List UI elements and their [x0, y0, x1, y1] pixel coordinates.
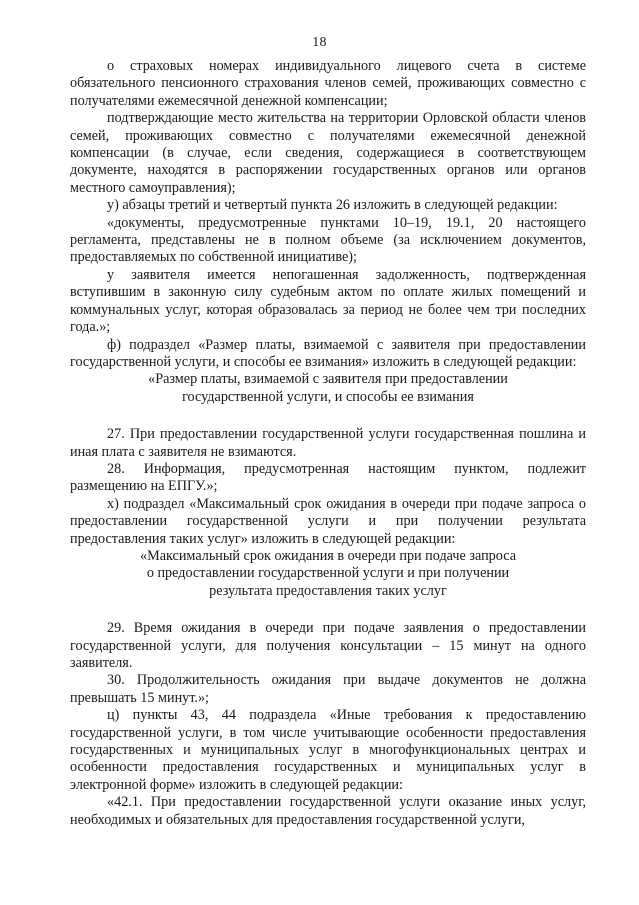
subsection-heading-queue-line-2: о предоставлении государственной услуги и при получении	[146, 565, 510, 582]
subsection-heading-queue-line-3: результата предоставления таких услуг	[209, 582, 447, 599]
spacer	[70, 600, 586, 620]
paragraph-item-f: ф) подраздел «Размер платы, взимаемой с заявителя при предоставлении государственной услуги, и способы ее взимания» изложить в следующей редакции:	[70, 336, 586, 370]
document-body	[70, 58, 586, 829]
paragraph-point-30: 30. Продолжительность ожидания при выдаче документов не должна превышать 15 минут.»;	[70, 672, 586, 706]
paragraph-item-ts: ц) пункты 43, 44 подраздела «Иные требования к предоставлению государственной услуги, в том числе учитывающие особенности предоставления государственных и муниципальных услуг в многофункциональных центрах и особенности предоставления государственных и муниципальных услуг в электронной форме» изложить в следующей редакции:	[70, 707, 586, 793]
paragraph-point-29: 29. Время ожидания в очереди при подаче заявления о предоставлении государственной услуги, для получения консультации – 15 минут на одного заявителя.	[70, 620, 586, 671]
paragraph-residence-confirmation: подтверждающие место жительства на территории Орловской области членов семей, проживающих совместно с получателями ежемесячной денежной компенсации (в случае, если сведения, содержащиеся в соответствующем документе, находятся в распоряжении государственных органов или органов местного самоуправления);	[70, 110, 586, 196]
page-number: 18	[312, 35, 327, 50]
paragraph-point-42-1: «42.1. При предоставлении государственной услуги оказание иных услуг, необходимых и обязательных для предоставления государственной услуги,	[70, 794, 586, 828]
paragraph-documents-incomplete: «документы, предусмотренные пунктами 10–19, 19.1, 20 настоящего регламента, представлены не в полном объеме (за исключением документов, предоставляемых по собственной инициативе);	[70, 214, 586, 266]
paragraph-debt: у заявителя имеется непогашенная задолженность, подтвержденная вступившим в законную силу судебным актом по оплате жилых помещений и коммунальных услуг, которая образовалась за период не более чем три последних года.»;	[70, 266, 586, 336]
paragraph-insurance-numbers: о страховых номерах индивидуального лицевого счета в системе обязательного пенсионного страхования членов семей, проживающих совместно с получателями ежемесячной денежной компенсации;	[70, 58, 586, 109]
paragraph-item-u: у) абзацы третий и четвертый пункта 26 изложить в следующей редакции:	[107, 197, 558, 214]
subsection-heading-fee-line-2: государственной услуги, и способы ее взимания	[182, 388, 474, 405]
spacer	[70, 406, 586, 426]
subsection-heading-fee-line-1: «Размер платы, взимаемой с заявителя при предоставлении	[148, 371, 508, 388]
paragraph-point-27: 27. При предоставлении государственной услуги государственная пошлина и иная плата с заявителя не взимаются.	[70, 426, 586, 460]
subsection-heading-queue-line-1: «Максимальный срок ожидания в очереди при подаче запроса	[140, 547, 516, 564]
paragraph-item-kh: х) подраздел «Максимальный срок ожидания в очереди при подаче запроса о предоставлении государственной услуги и при получении результата предоставления таких услуг» изложить в следующей редакции:	[70, 495, 586, 547]
paragraph-point-28: 28. Информация, предусмотренная настоящим пунктом, подлежит размещению на ЕПГУ.»;	[70, 460, 586, 495]
